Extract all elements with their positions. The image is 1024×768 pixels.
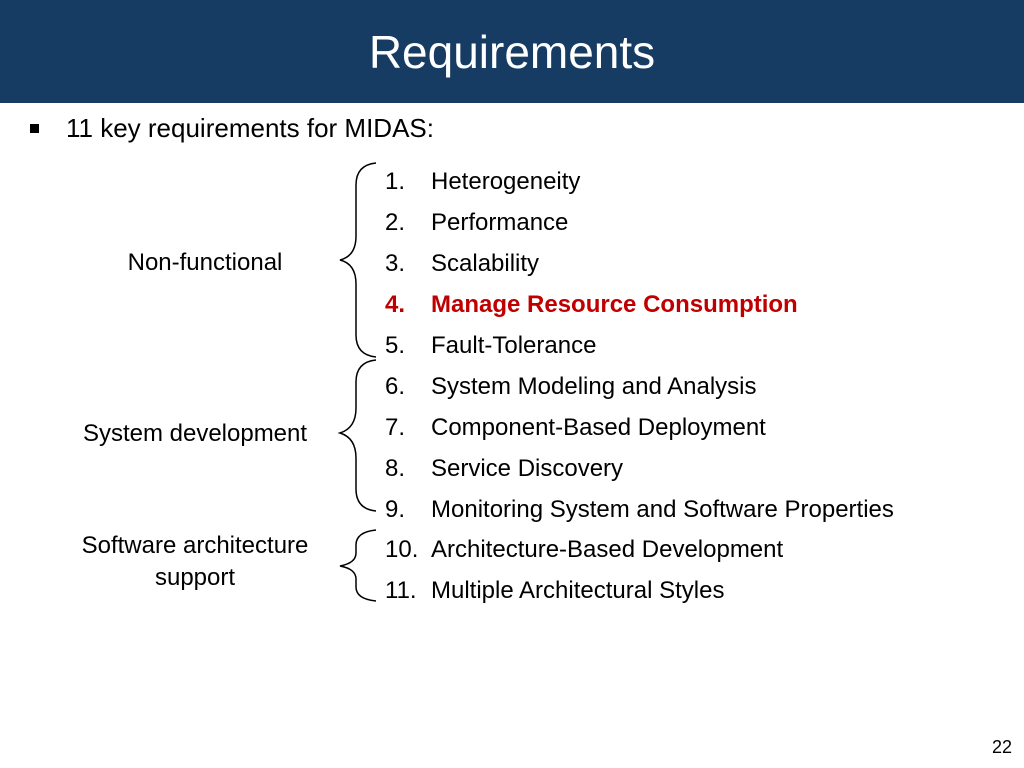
list-item bbox=[385, 203, 894, 244]
item-text: Service Discovery bbox=[431, 454, 624, 482]
list-item bbox=[385, 489, 894, 530]
item-text: Performance bbox=[431, 209, 569, 237]
group-label-line: System development bbox=[82, 420, 308, 447]
item-text: Scalability bbox=[431, 250, 540, 278]
item-text: Monitoring System and Software Properties bbox=[431, 495, 894, 523]
item-number: 3. bbox=[385, 250, 406, 278]
list-item bbox=[385, 326, 894, 367]
item-text: Component-Based Deployment bbox=[431, 413, 766, 441]
intro-text: 11 key requirements for MIDAS: bbox=[66, 113, 434, 143]
item-text: System Modeling and Analysis bbox=[431, 372, 757, 400]
requirements-list bbox=[385, 162, 894, 612]
item-text: Multiple Architectural Styles bbox=[431, 577, 725, 605]
list-item bbox=[385, 571, 894, 612]
list-item bbox=[385, 366, 894, 407]
item-text: Fault-Tolerance bbox=[431, 332, 597, 359]
list-item bbox=[385, 448, 894, 489]
item-number: 4. bbox=[385, 291, 406, 319]
item-number: 11. bbox=[385, 577, 417, 605]
page-number: 22 bbox=[991, 737, 1012, 757]
item-number: 7. bbox=[385, 413, 406, 441]
brace-software-architecture bbox=[340, 530, 376, 601]
item-text: Heterogeneity bbox=[431, 168, 581, 196]
intro-bullet bbox=[30, 112, 434, 144]
list-item bbox=[385, 162, 894, 203]
list-item bbox=[385, 407, 894, 448]
square-bullet-icon bbox=[30, 124, 39, 133]
item-text: Architecture-Based Development bbox=[431, 536, 784, 564]
group-label-line: Non-functional bbox=[127, 249, 283, 276]
item-number: 10. bbox=[385, 536, 419, 564]
item-text: Manage Resource Consumption bbox=[431, 291, 798, 319]
group-label-system-development bbox=[45, 418, 345, 450]
list-item bbox=[385, 530, 894, 571]
group-label-line: support bbox=[154, 564, 236, 591]
item-number: 6. bbox=[385, 372, 406, 400]
item-number: 1. bbox=[385, 168, 406, 196]
item-number: 5. bbox=[385, 332, 406, 359]
group-label-line: Software architecture bbox=[81, 532, 309, 559]
slide-title: Requirements bbox=[368, 26, 656, 78]
group-label-software-architecture bbox=[45, 530, 345, 594]
list-item bbox=[385, 244, 894, 285]
group-label-non-functional bbox=[55, 247, 355, 279]
item-number: 8. bbox=[385, 454, 406, 482]
item-number: 2. bbox=[385, 209, 406, 237]
list-item-highlighted bbox=[385, 285, 894, 326]
brace-system-development bbox=[340, 360, 376, 511]
item-number: 9. bbox=[385, 495, 406, 523]
